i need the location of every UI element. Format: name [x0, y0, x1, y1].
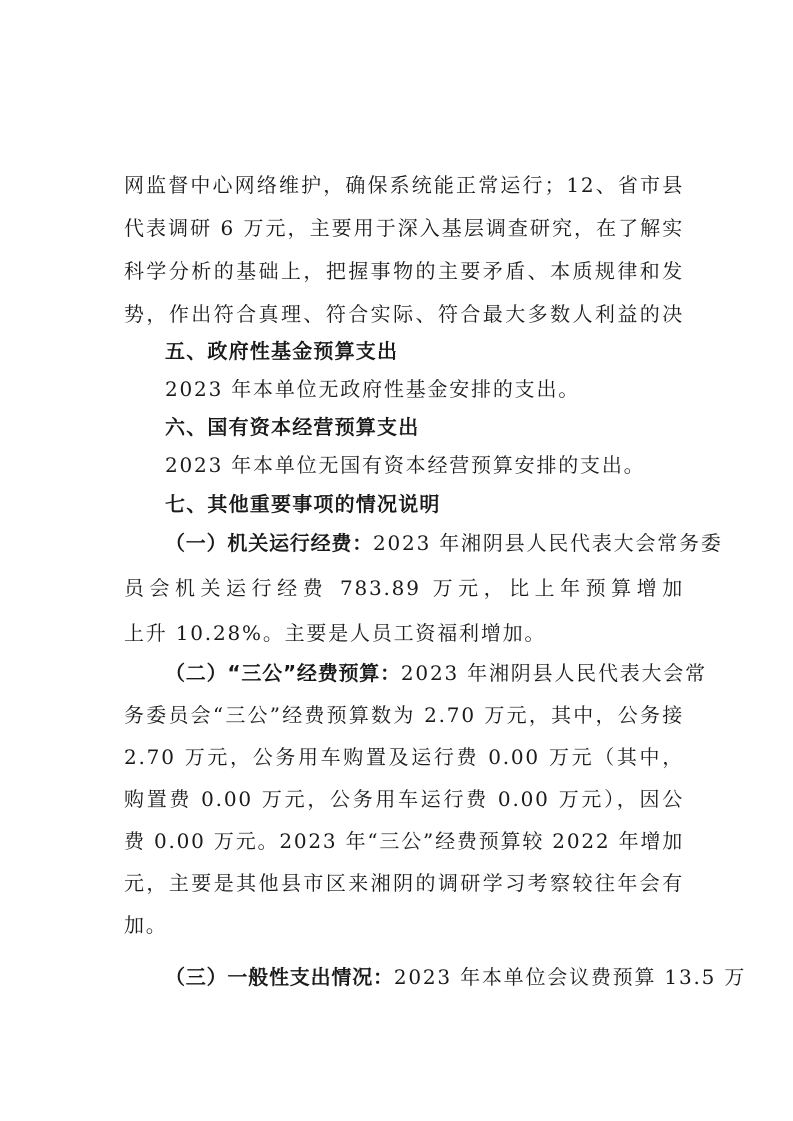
item-2-line: 元，主要是其他县市区来湘阴的调研学习考察较往年会有	[124, 871, 684, 895]
item-2-first-line	[165, 660, 707, 686]
item-2-line: 加。	[124, 913, 168, 937]
item-2-line: 2.70 万元，公务用车购置及运行费 0.00 万元（其中，	[124, 745, 684, 769]
body-text-line: 科学分析的基础上，把握事物的主要矛盾、本质规律和发	[124, 259, 684, 283]
item-1-label: （一）机关运行经费：	[165, 531, 373, 555]
section-6-text: 2023 年本单位无国有资本经营预算安排的支出。	[165, 453, 646, 477]
item-3-text: 2023 年本单位会议费预算 13.5 万	[393, 965, 747, 989]
body-text-line: 代表调研 6 万元，主要用于深入基层调查研究，在了解实	[124, 216, 684, 240]
item-2-line: 费 0.00 万元。2023 年“三公”经费预算较 2022 年增加	[124, 829, 684, 853]
section-heading-7: 七、其他重要事项的情况说明	[165, 492, 441, 516]
item-3-label: （三）一般性支出情况：	[165, 965, 394, 989]
item-1-line: 员会机关运行经费 783.89 万元，比上年预算增加	[124, 576, 684, 600]
body-text-line: 网监督中心网络维护，确保系统能正常运行；12、省市县	[124, 173, 684, 197]
item-1-text: 2023 年湘阴县人民代表大会常务委	[373, 531, 723, 555]
item-1-line: 上升 10.28%。主要是人员工资福利增加。	[124, 621, 547, 645]
body-text-line: 势，作出符合真理、符合实际、符合最大多数人利益的决	[124, 302, 684, 326]
item-2-line: 务委员会“三公”经费预算数为 2.70 万元，其中，公务接	[124, 703, 684, 727]
section-5-text: 2023 年本单位无政府性基金安排的支出。	[165, 377, 581, 401]
item-2-label: （二）“三公”经费预算：	[165, 661, 401, 685]
item-3-first-line	[165, 964, 747, 990]
section-heading-6: 六、国有资本经营预算支出	[165, 415, 420, 439]
item-2-text: 2023 年湘阴县人民代表大会常	[400, 661, 707, 685]
section-heading-5: 五、政府性基金预算支出	[165, 339, 399, 363]
item-2-line: 购置费 0.00 万元，公务用车运行费 0.00 万元），因公	[124, 787, 684, 811]
item-1-first-line	[165, 530, 723, 556]
